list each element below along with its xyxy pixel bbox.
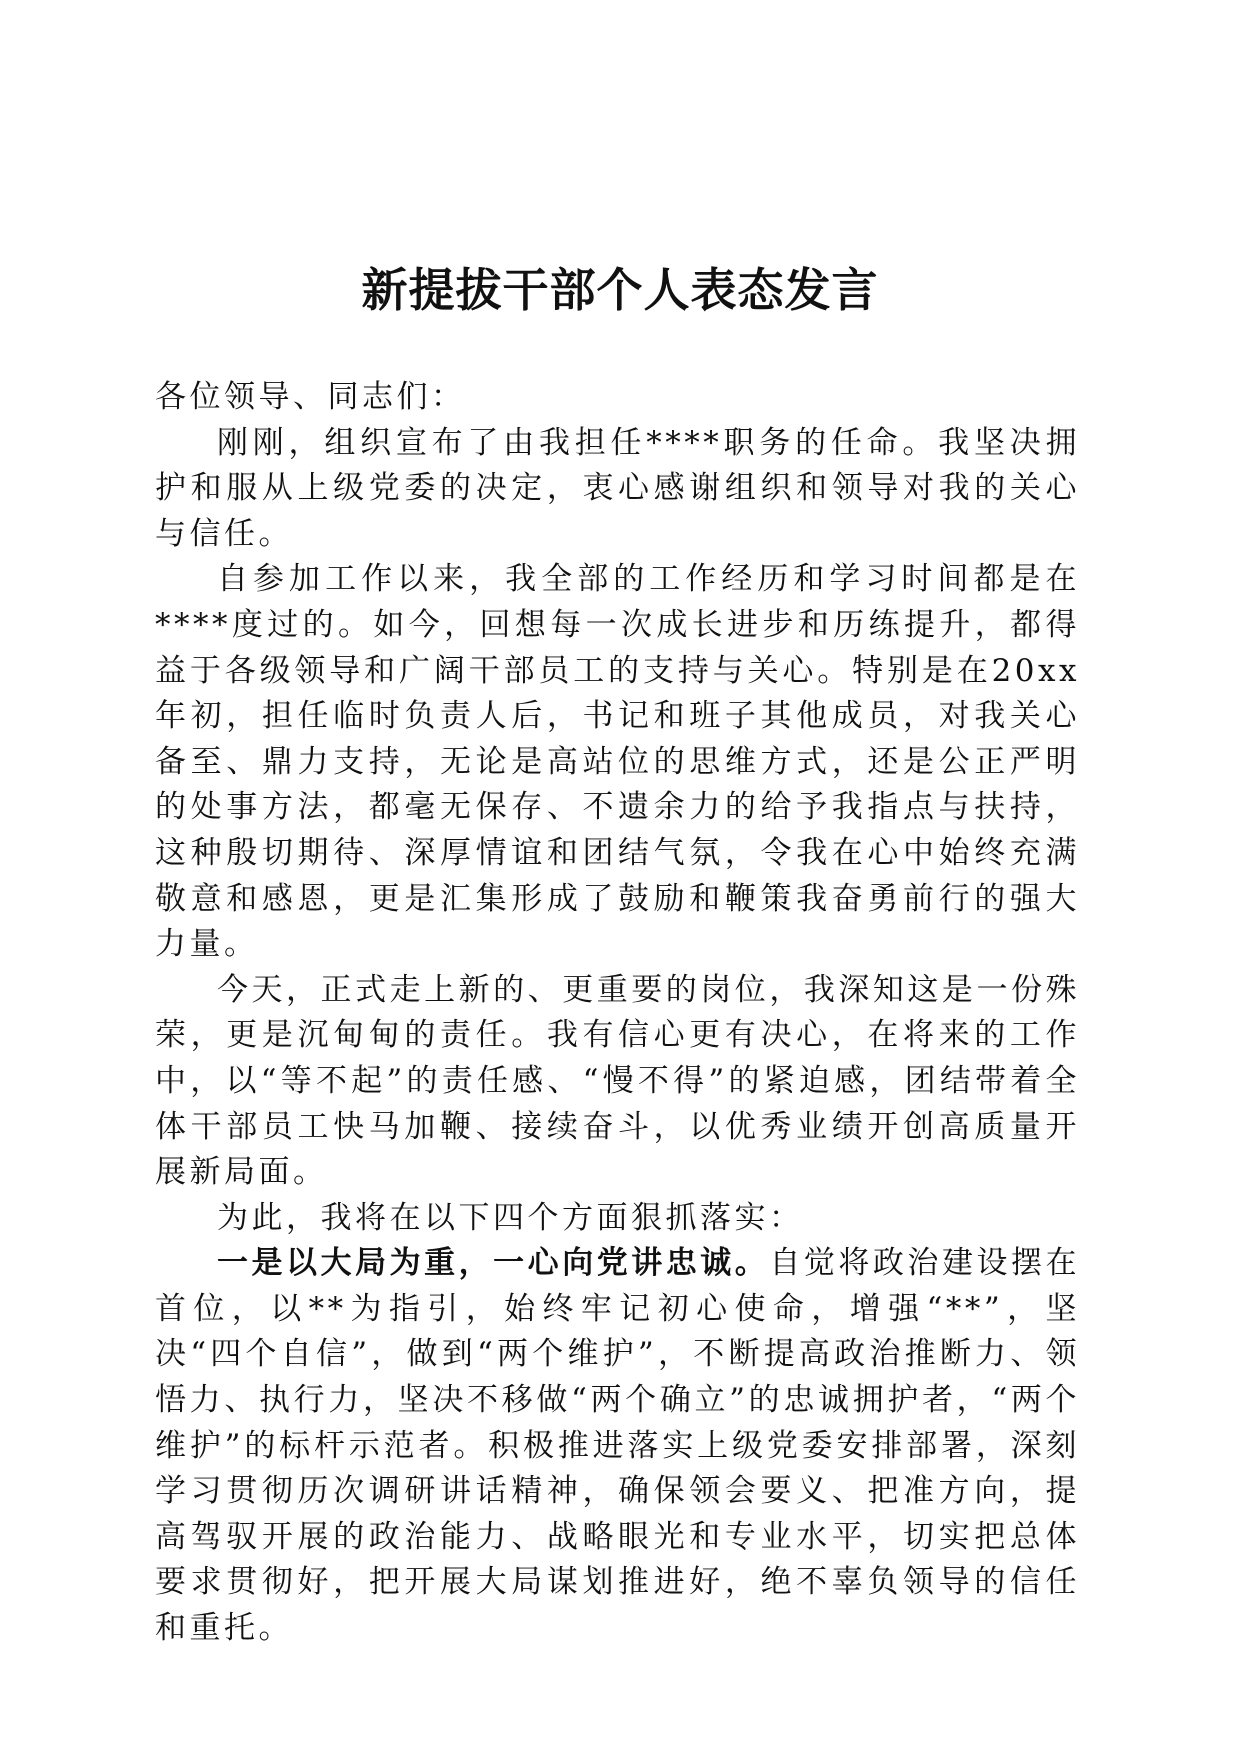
- paragraph-appointment: 刚刚，组织宣布了由我担任****职务的任命。我坚决拥护和服从上级党委的决定，衷心感谢组织和领导对我的关心与信任。: [155, 424, 1080, 552]
- document-title: 新提拔干部个人表态发言: [361, 263, 879, 317]
- salutation: 各位领导、同志们：: [155, 379, 466, 415]
- point-one-text: 自觉将政治建设摆在首位，以**为指引，始终牢记初心使命，增强“**”，坚决“四个自信”，做到“两个维护”，不断提高政治推断力、领悟力、执行力，坚决不移做“两个确立”的忠诚拥护者，“两个维护”的标杆示范者。积极推进落实上级党委安排部署，深刻学习贯彻历次调研讲话精神，确保领会要义、把准方向，提高驾驭开展的政治能力、战略眼光和专业水平，切实把总体要求贯彻好，把开展大局谋划推进好，绝不辜负领导的信任和重托。: [155, 1245, 1081, 1647]
- point-one-lead: 一是以大局为重，一心向党讲忠诚。: [217, 1245, 770, 1282]
- document-body: [155, 375, 1080, 1652]
- paragraph-point-one: [155, 1241, 1080, 1651]
- paragraph-commitment: 今天，正式走上新的、更重要的岗位，我深知这是一份殊荣，更是沉甸甸的责任。我有信心更有决心，在将来的工作中，以“等不起”的责任感、“慢不得”的紧迫感，团结带着全体干部员工快马加鞭、接续奋斗，以优秀业绩开创高质量开展新局面。: [155, 971, 1080, 1191]
- paragraph-four-aspects-intro: 为此，我将在以下四个方面狠抓落实：: [217, 1199, 804, 1236]
- paragraph-experience: 自参加工作以来，我全部的工作经历和学习时间都是在****度过的。如今，回想每一次成长进步和历练提升，都得益于各级领导和广阔干部员工的支持与关心。特别是在20xx年初，担任临时负责人后，书记和班子其他成员，对我关心备至、鼎力支持，无论是高站位的思维方式，还是公正严明的处事方法，都毫无保存、不遗余力的给予我指点与扶持，这种殷切期待、深厚情谊和团结气氛，令我在心中始终充满敬意和感恩，更是汇集形成了鼓励和鞭策我奋勇前行的强大力量。: [155, 561, 1080, 963]
